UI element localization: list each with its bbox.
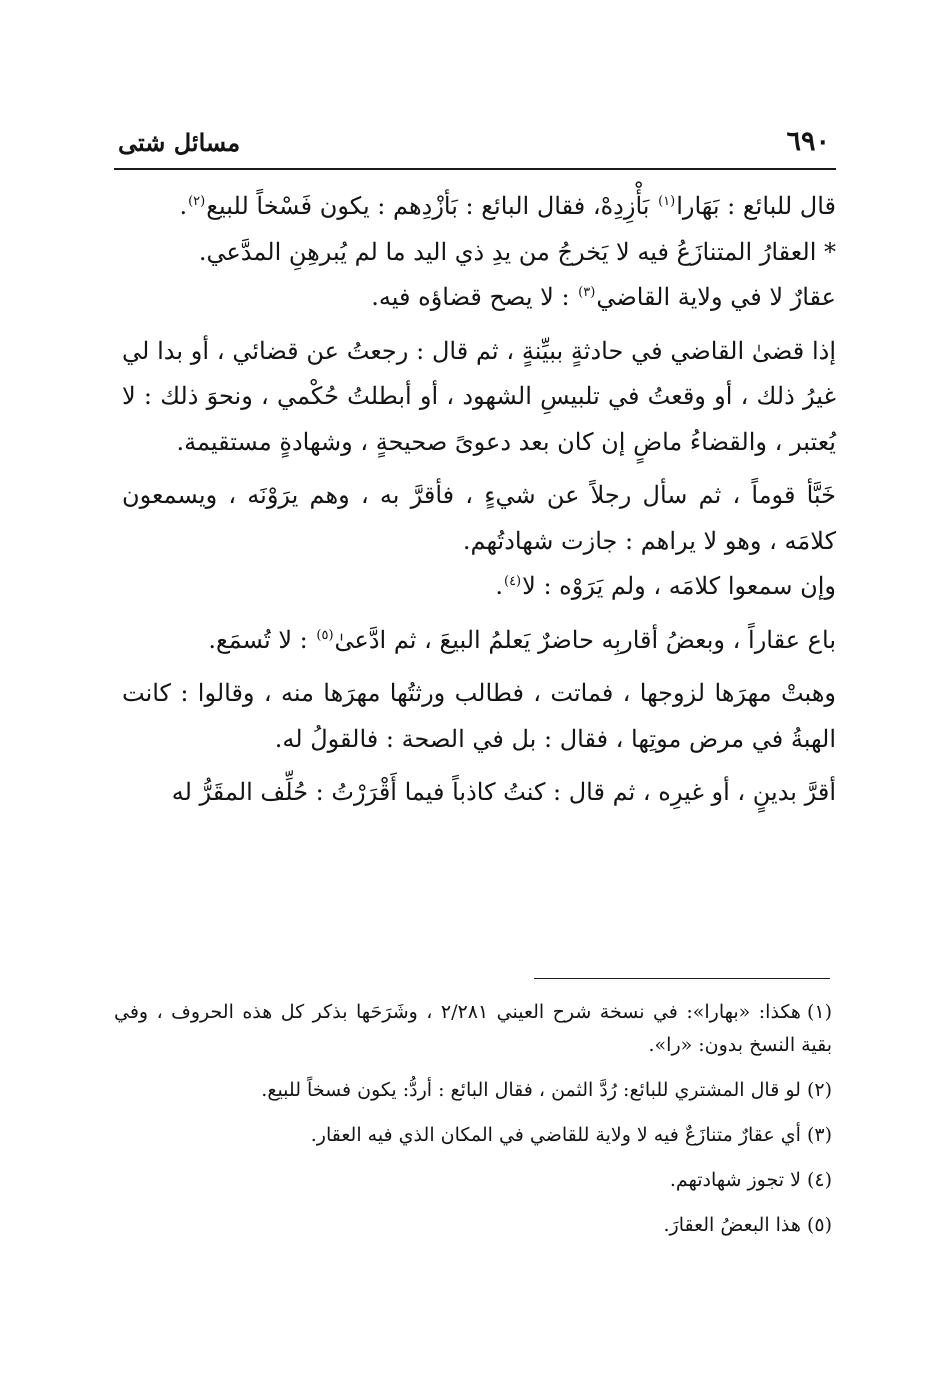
- footnote-ref: (٣): [578, 285, 596, 300]
- footnote-separator: [534, 978, 830, 979]
- text-run: وهبتْ مهرَها لزوجها ، فماتت ، فطالب ورثتُها مهرَها منه ، وقالوا : كانت الهبةُ في مرض موتِها ، فقال : بل في الصحة : فالقولُ له.: [122, 679, 836, 753]
- paragraph: [122, 184, 836, 230]
- footnote: [114, 996, 832, 1062]
- page-number: ٦٩٠: [786, 126, 830, 157]
- text-run: : لا تُسمَع.: [208, 625, 316, 654]
- footnote-number: (٣): [806, 1124, 832, 1146]
- running-title: مسائل شتى: [118, 128, 241, 157]
- text-run: خَبَّأ قوماً ، ثم سأل رجلاً عن شيءٍ ، فأقرَّ به ، وهم يرَوْنَه ، ويسمعون كلامَه ، وهو لا يراهم : جازت شهادتُهم.: [122, 481, 836, 555]
- footnote-number: (٢): [806, 1079, 832, 1101]
- footnote-ref: (٥): [316, 627, 334, 643]
- footnote-number: (٥): [806, 1214, 832, 1236]
- footnote-text: هذا البعضُ العقارَ.: [663, 1214, 801, 1236]
- text-run: باع عقاراً ، وبعضُ أقاربِه حاضرٌ يَعلمُ البيعَ ، ثم ادَّعىٰ: [334, 625, 836, 654]
- running-header: [114, 126, 830, 170]
- paragraph: [122, 618, 836, 664]
- footnote: [114, 1209, 832, 1242]
- footnote-text: هكذا: «بهارا»: في نسخة شرح العيني ٢/٢٨١ ، وشَرَحَها بذكر كل هذه الحروف ، وفي بقية النسخ بدون: «را».: [114, 1001, 832, 1056]
- footnote: [114, 1164, 832, 1197]
- text-run: قال للبائع : بَهَارا: [676, 192, 836, 220]
- text-run: * العقارُ المتنازَعُ فيه لا يَخرجُ من يدِ ذي اليد ما لم يُبرهِنِ المدَّعي.: [198, 237, 836, 266]
- paragraph: [122, 564, 836, 610]
- paragraph: [122, 473, 836, 564]
- text-run: بَأْزِدِهْ، فقال البائع : بَأزْدِهم : يكون فَسْخاً للبيع: [206, 192, 658, 220]
- footnote: [114, 1119, 832, 1152]
- text-run: .: [179, 192, 188, 220]
- footnote-text: لا تجوز شهادتهم.: [669, 1169, 801, 1191]
- footnote-text: أي عقارٌ متنازَعٌ فيه لا ولاية للقاضي في المكان الذي فيه العقار.: [310, 1124, 801, 1146]
- text-run: وإن سمعوا كلامَه ، ولم يَرَوْه : لا: [522, 572, 836, 600]
- footnote-ref: (٤): [503, 574, 522, 589]
- paragraph: [122, 329, 836, 466]
- text-run: .: [495, 572, 503, 600]
- footnote-ref: (١): [658, 194, 676, 209]
- footnote-text: لو قال المشتري للبائع: رُدَّ الثمن ، فقال البائع : أردُّ: يكون فسخاً للبيع.: [261, 1079, 801, 1101]
- text-run: : لا يصح قضاؤه فيه.: [371, 283, 578, 311]
- body-text: [122, 184, 836, 816]
- text-run: أقرَّ بدينٍ ، أو غيرِه ، ثم قال : كنتُ كاذباً فيما أَقْرَرْتُ : حُلِّف المقَرُّ له: [171, 778, 836, 806]
- paragraph: [122, 275, 836, 321]
- footnote-number: (١): [806, 1001, 833, 1023]
- paragraph: [122, 770, 836, 816]
- footnote-number: (٤): [806, 1169, 832, 1191]
- footnotes: [114, 996, 832, 1254]
- header-rule: [114, 168, 836, 170]
- text-run: عقارٌ لا في ولاية القاضي: [596, 283, 836, 311]
- footnote-ref: (٢): [188, 194, 206, 209]
- paragraph: [122, 230, 836, 276]
- text-run: إذا قضىٰ القاضي في حادثةٍ ببيِّنةٍ ، ثم قال : رجعتُ عن قضائي ، أو بدا لي غيرُ ذلك ، أو وقعتُ في تلبيسِ الشهود ، أو أبطلتُ حُكْمي ، ونحوَ ذلك : لا يُعتبر ، والقضاءُ ماضٍ إن كان بعد دعوىً صحيحةٍ ، وشهادةٍ مستقيمة.: [122, 336, 836, 456]
- paragraph: [122, 671, 836, 762]
- footnote: [114, 1074, 832, 1107]
